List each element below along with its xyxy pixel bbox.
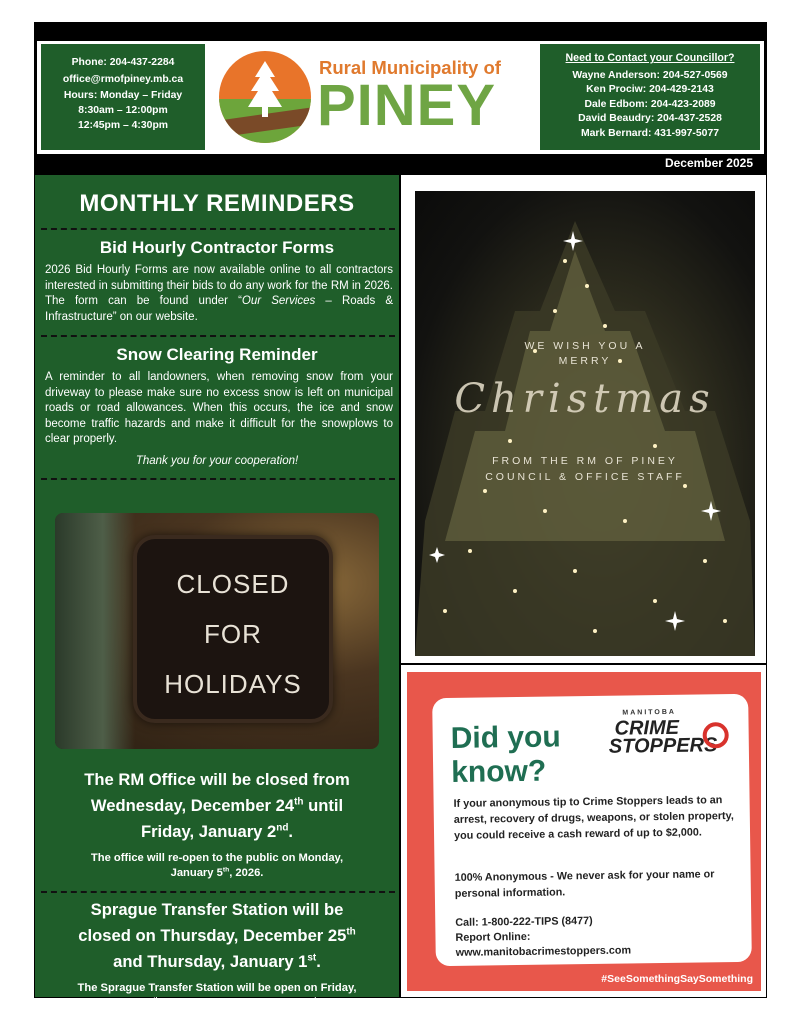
tip-phone[interactable]: Call: 1-800-222-TIPS (8477) xyxy=(455,914,593,929)
logo-text-top: Rural Municipality of xyxy=(319,57,501,78)
councillor-item: Ken Prociw: 204-429-2143 xyxy=(586,84,714,96)
anonymous-info: 100% Anonymous - We never ask for your name or personal information. xyxy=(454,868,715,900)
divider xyxy=(41,335,395,337)
handcuff-icon xyxy=(703,722,729,748)
hashtag: #SeeSomethingSaySomething xyxy=(601,973,753,985)
header-inner xyxy=(37,41,764,154)
crime-stoppers-logo: MANITOBA CRIME STOPPERS xyxy=(604,708,739,770)
greeting-top: WE WISH YOU A MERRY xyxy=(524,340,646,367)
logo-text-piney: PINEY xyxy=(317,73,497,138)
closed-sign xyxy=(133,535,333,723)
councillor-item: Mark Bernard: 431-997-5077 xyxy=(580,127,720,139)
transfer-station-open-notice: The Sprague Transfer Station will be open on Friday, December 26th, 2025 and Friday, January 2nd, 2026. xyxy=(77,982,357,1009)
office-phone: Phone: 204-437-2284 xyxy=(71,57,175,68)
divider xyxy=(41,891,395,893)
logo-emblem xyxy=(219,51,311,143)
office-hours-am: 8:30am – 12:00pm xyxy=(78,105,168,116)
report-online-link[interactable]: www.manitobacrimestoppers.com xyxy=(455,944,632,959)
councillor-item: Dale Edbom: 204-423-2089 xyxy=(584,98,716,110)
sign-line-for: FOR xyxy=(204,619,262,649)
office-closure-notice: The RM Office will be closed from Wednesday, December 24th until Friday, January 2nd. xyxy=(84,770,350,841)
office-hours-pm: 12:45pm – 4:30pm xyxy=(77,120,169,131)
office-hours-label: Hours: Monday – Friday xyxy=(63,90,183,101)
transfer-station-notice: Sprague Transfer Station will be closed on Thursday, December 25th and Thursday, January 1st. xyxy=(78,900,356,971)
rm-piney-logo xyxy=(215,45,533,149)
issue-date: December 2025 xyxy=(664,156,753,170)
sign-line-closed: CLOSED xyxy=(176,569,290,599)
newsletter-page xyxy=(34,22,767,1009)
office-reopen-notice: The office will re-open to the public on Monday, January 5th, 2026. xyxy=(90,852,344,879)
crime-stoppers-card xyxy=(432,694,752,966)
christmas-tree-illustration xyxy=(415,191,755,656)
our-services-link[interactable]: Our Services xyxy=(241,295,316,307)
councillor-heading: Need to Contact your Councillor? xyxy=(565,52,735,64)
monthly-reminders-column xyxy=(34,174,400,1009)
councillor-item: David Beaudry: 204-437-2528 xyxy=(578,113,722,125)
snow-clearing-thanks: Thank you for your cooperation! xyxy=(135,455,299,467)
divider xyxy=(41,478,395,480)
greeting-from: FROM THE RM OF PINEY COUNCIL & OFFICE STAFF xyxy=(485,455,685,483)
christmas-tree-image xyxy=(415,191,755,656)
reminders-title: MONTHLY REMINDERS xyxy=(79,190,355,217)
divider xyxy=(41,228,395,230)
snow-clearing-body: A reminder to all landowners, when removing snow from your driveway to please make sure no excess snow is left on municipal roads or road allowances. When this occurs, the ice and snow become traffic hazards and make it difficult for the snowplows to clear properly. xyxy=(45,371,393,445)
greeting-script-christmas: Christmas xyxy=(454,376,716,422)
office-email[interactable]: office@rmofpiney.mb.ca xyxy=(62,74,184,85)
councillor-item: Wayne Anderson: 204-527-0569 xyxy=(572,69,728,81)
bid-forms-body: 2026 Bid Hourly Forms are now available online to all contractors interested in submitting their bids to do any work for the RM in 2026. The form can be found under “Our Services – Roads & Infrastructure” on our website. xyxy=(45,264,393,323)
did-you-know-headline: Did you know? xyxy=(450,720,561,789)
bid-forms-title: Bid Hourly Contractor Forms xyxy=(99,238,335,257)
crime-stoppers-ad xyxy=(407,672,761,991)
snow-clearing-title: Snow Clearing Reminder xyxy=(116,345,318,364)
sign-line-holidays: HOLIDAYS xyxy=(164,669,302,699)
reward-info: If your anonymous tip to Crime Stoppers leads to an arrest, recovery of drugs, weapons, or stolen property, you could receive a cash reward of up to $2,000. xyxy=(453,794,734,842)
pine-tree-icon xyxy=(247,61,283,121)
header-bar xyxy=(34,22,767,174)
crime-stoppers-panel xyxy=(400,664,767,998)
councillor-contact-box xyxy=(540,44,760,150)
contact-info: Call: 1-800-222-TIPS (8477) Report Online: www.manitobacrimestoppers.com xyxy=(455,912,746,961)
closed-for-holidays-photo xyxy=(55,513,379,749)
christmas-greeting-panel xyxy=(400,174,767,664)
office-contact-box xyxy=(41,44,205,150)
pine-branch-decoration xyxy=(55,513,135,749)
